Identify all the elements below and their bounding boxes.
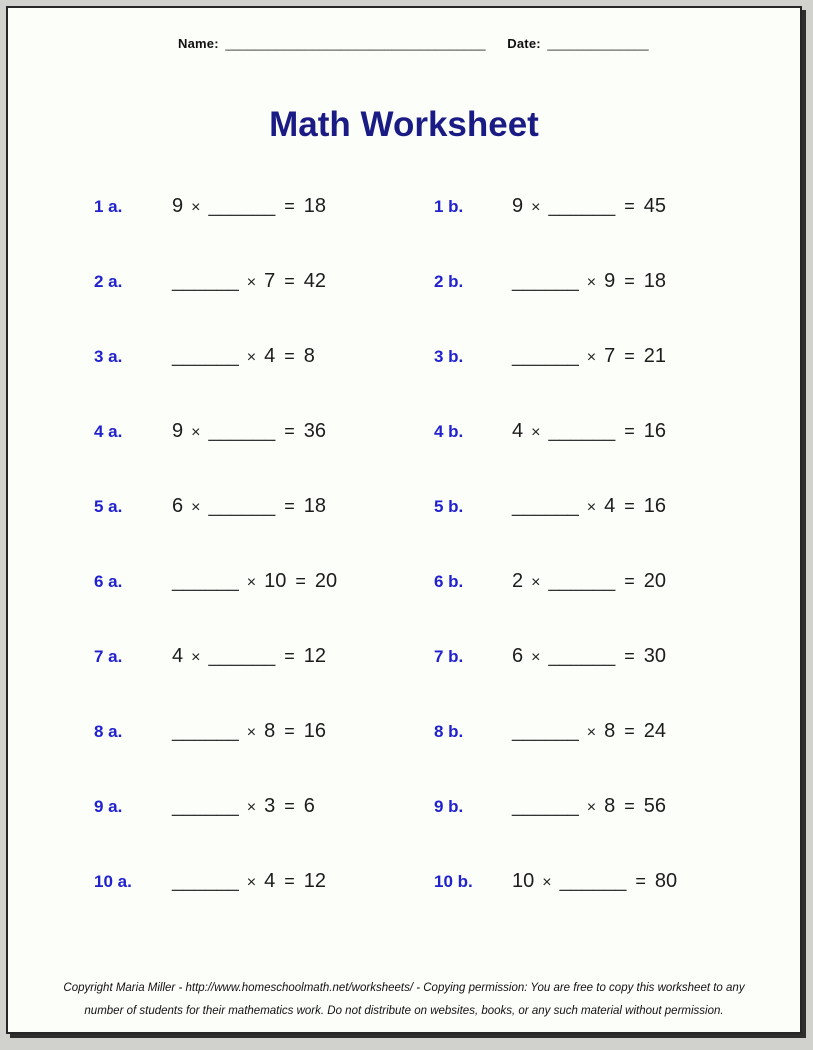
problem-label: 1 a.: [94, 197, 123, 216]
problem-label: 9 b.: [434, 797, 464, 816]
number: 4: [264, 345, 276, 367]
problem-9b: [434, 795, 800, 818]
problem-8a: [94, 720, 434, 743]
problem-10b: [434, 870, 800, 893]
problem-label: 3 b.: [434, 347, 464, 366]
problem-8b: [434, 720, 800, 743]
times-sign: ×: [246, 349, 257, 366]
page-title: Math Worksheet: [269, 105, 539, 144]
times-sign: ×: [586, 799, 597, 816]
answer-blank: ______: [172, 345, 239, 367]
equals-sign: =: [284, 271, 295, 291]
number: 4: [172, 645, 184, 667]
problem-4a: [94, 420, 434, 443]
name-blank-line: ____________________________________: [225, 36, 486, 51]
times-sign: ×: [191, 649, 201, 666]
number: 20: [643, 570, 666, 592]
number: 18: [303, 195, 326, 217]
equals-sign: =: [284, 196, 295, 216]
problem-label: 9 a.: [94, 797, 123, 816]
problem-3a: [94, 345, 434, 368]
number: 7: [604, 345, 616, 367]
equals-sign: =: [284, 871, 295, 891]
number: 10: [512, 870, 535, 892]
number: 20: [314, 570, 338, 592]
answer-blank: ______: [512, 795, 579, 817]
answer-blank: ______: [512, 345, 579, 367]
number: 18: [303, 495, 326, 517]
equals-sign: =: [295, 571, 306, 591]
problem-10a: [94, 870, 434, 893]
answer-blank: ______: [208, 495, 276, 517]
number: 6: [172, 495, 184, 517]
name-label: Name:: [178, 36, 219, 51]
equals-sign: =: [284, 496, 295, 516]
answer-blank: ______: [548, 570, 616, 592]
problem-label: 2 b.: [434, 272, 464, 291]
times-sign: ×: [191, 499, 201, 516]
number: 6: [512, 645, 524, 667]
times-sign: ×: [191, 424, 201, 441]
times-sign: ×: [191, 199, 201, 216]
equals-sign: =: [284, 721, 295, 741]
number: 12: [303, 645, 326, 667]
number: 80: [654, 870, 678, 892]
number: 9: [512, 195, 524, 217]
date-blank-line: ______________: [547, 36, 649, 51]
equals-sign: =: [284, 346, 295, 366]
worksheet-page: [6, 6, 802, 1034]
number: 4: [604, 495, 616, 517]
answer-blank: ______: [548, 195, 616, 217]
problem-label: 10 a.: [94, 872, 132, 891]
times-sign: ×: [586, 349, 597, 366]
equals-sign: =: [284, 421, 295, 441]
number: 21: [643, 345, 666, 367]
answer-blank: ______: [512, 270, 579, 292]
answer-blank: ______: [172, 270, 239, 292]
number: 42: [303, 270, 326, 292]
times-sign: ×: [542, 874, 552, 891]
times-sign: ×: [531, 649, 541, 666]
answer-blank: ______: [512, 720, 579, 742]
number: 7: [264, 270, 276, 292]
problem-3b: [434, 345, 800, 368]
problem-2a: [94, 270, 434, 293]
times-sign: ×: [586, 499, 597, 516]
number: 9: [172, 420, 184, 442]
copyright-line-2: number of students for their mathematics work. Do not distribute on websites, books, or any such material without permission.: [84, 1004, 724, 1017]
number: 16: [643, 495, 666, 517]
number: 16: [303, 720, 326, 742]
number: 3: [264, 795, 276, 817]
number: 36: [303, 420, 326, 442]
number: 2: [512, 570, 524, 592]
copyright-line-1: Copyright Maria Miller - http://www.homeschoolmath.net/worksheets/ - Copying permission: You are free to copy this worksheet to any: [63, 982, 745, 995]
problem-label: 3 a.: [94, 347, 123, 366]
problem-label: 8 a.: [94, 722, 123, 741]
problem-label: 7 b.: [434, 647, 464, 666]
answer-blank: ______: [512, 495, 579, 517]
problem-label: 8 b.: [434, 722, 464, 741]
times-sign: ×: [586, 274, 597, 291]
times-sign: ×: [246, 724, 257, 741]
number: 45: [643, 195, 666, 217]
times-sign: ×: [586, 724, 597, 741]
answer-blank: ______: [208, 195, 276, 217]
times-sign: ×: [246, 799, 257, 816]
times-sign: ×: [531, 574, 541, 591]
answer-blank: ______: [172, 720, 239, 742]
problem-label: 6 a.: [94, 572, 123, 591]
problem-4b: [434, 420, 800, 443]
answer-blank: ______: [172, 570, 239, 592]
problem-label: 5 b.: [434, 497, 464, 516]
equals-sign: =: [624, 346, 635, 366]
number: 8: [264, 720, 276, 742]
problem-label: 4 b.: [434, 422, 464, 441]
problem-5b: [434, 495, 800, 518]
number: 9: [604, 270, 616, 292]
number: 10: [264, 570, 287, 592]
problem-6a: [94, 570, 434, 593]
number: 9: [172, 195, 184, 217]
number: 24: [643, 720, 666, 742]
problem-7a: [94, 645, 434, 668]
answer-blank: ______: [172, 870, 239, 892]
equals-sign: =: [284, 796, 295, 816]
name-date-row: [178, 36, 800, 51]
equals-sign: =: [624, 421, 635, 441]
problem-label: 10 b.: [434, 872, 473, 891]
equals-sign: =: [624, 721, 635, 741]
equals-sign: =: [624, 196, 635, 216]
problem-label: 5 a.: [94, 497, 123, 516]
answer-blank: ______: [208, 420, 276, 442]
equals-sign: =: [624, 796, 635, 816]
times-sign: ×: [531, 424, 541, 441]
answer-blank: ______: [559, 870, 627, 892]
number: 56: [643, 795, 666, 817]
problem-label: 4 a.: [94, 422, 123, 441]
number: 8: [604, 720, 616, 742]
equals-sign: =: [624, 496, 635, 516]
answer-blank: ______: [548, 645, 616, 667]
problem-2b: [434, 270, 800, 293]
number: 8: [303, 345, 315, 367]
equals-sign: =: [635, 871, 646, 891]
problem-1b: [434, 195, 800, 218]
times-sign: ×: [246, 574, 257, 591]
equals-sign: =: [284, 646, 295, 666]
equals-sign: =: [624, 646, 635, 666]
number: 30: [643, 645, 666, 667]
number: 8: [604, 795, 616, 817]
problem-label: 2 a.: [94, 272, 123, 291]
answer-blank: ______: [172, 795, 239, 817]
problem-label: 6 b.: [434, 572, 464, 591]
problem-1a: [94, 195, 434, 218]
number: 18: [643, 270, 666, 292]
problem-6b: [434, 570, 800, 593]
copyright-footer: [8, 977, 800, 1022]
number: 4: [512, 420, 524, 442]
times-sign: ×: [531, 199, 541, 216]
number: 6: [303, 795, 315, 817]
problem-7b: [434, 645, 800, 668]
answer-blank: ______: [548, 420, 616, 442]
times-sign: ×: [246, 874, 257, 891]
times-sign: ×: [246, 274, 257, 291]
answer-blank: ______: [208, 645, 276, 667]
problems-grid: [8, 169, 800, 919]
problem-5a: [94, 495, 434, 518]
number: 12: [303, 870, 326, 892]
equals-sign: =: [624, 271, 635, 291]
date-label: Date:: [507, 36, 541, 51]
problem-label: 1 b.: [434, 197, 464, 216]
problem-9a: [94, 795, 434, 818]
equals-sign: =: [624, 571, 635, 591]
number: 4: [264, 870, 276, 892]
problem-label: 7 a.: [94, 647, 123, 666]
number: 16: [643, 420, 666, 442]
